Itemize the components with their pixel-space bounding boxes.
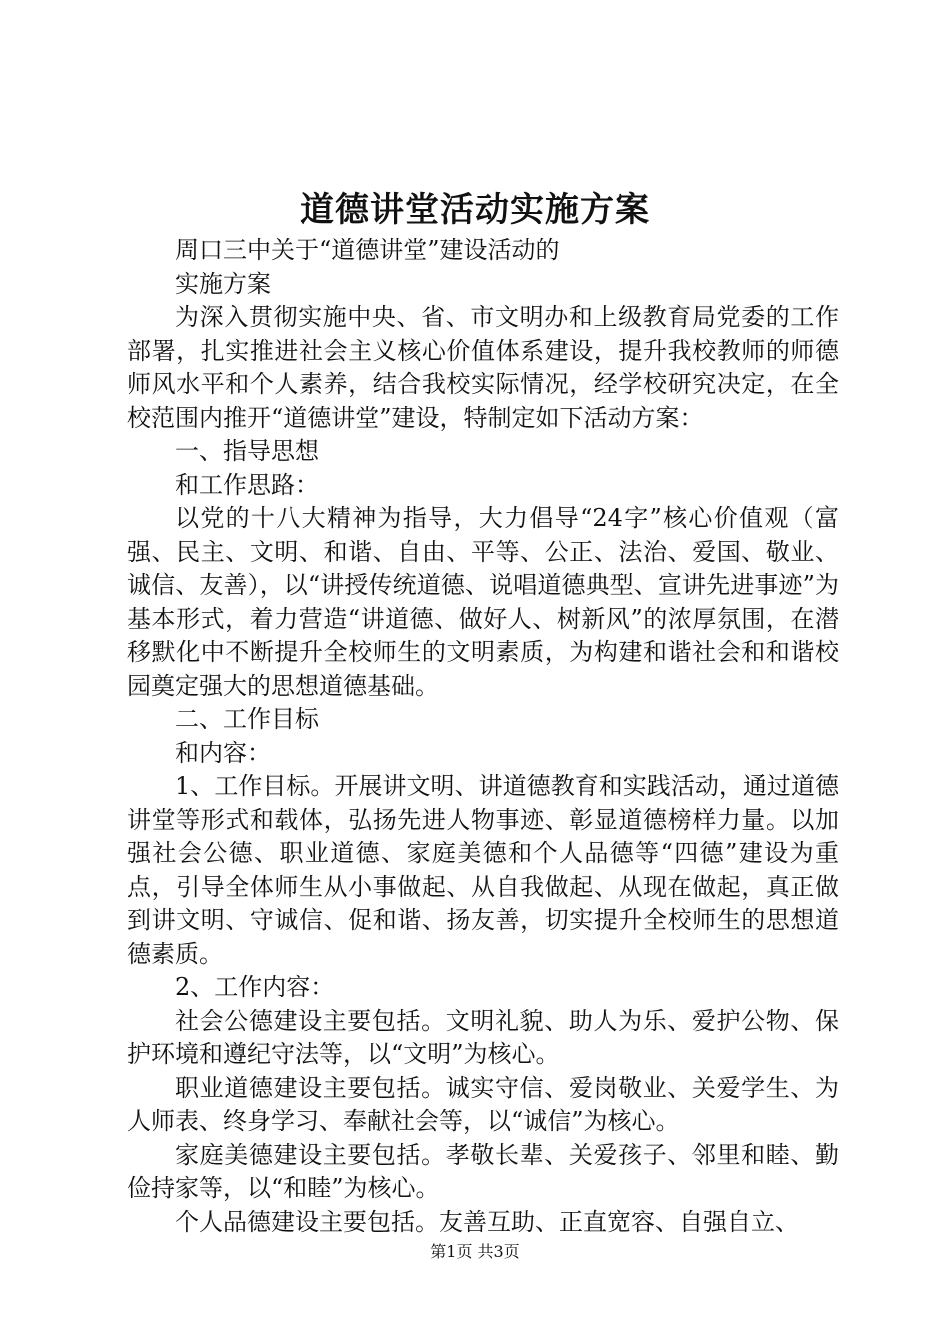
document-body [127,234,839,1239]
paragraph-personal-character: 个人品德建设主要包括。友善互助、正直宽容、自强自立、 [175,1207,799,1236]
paragraph-social-morality: 社会公德建设主要包括。文明礼貌、助人为乐、爱护公物、保护环境和遵纪守法等，以“文明”为核心。 [127,1006,839,1068]
page-footer: 第1页 共3页 [430,1242,520,1261]
heading-work-content: 2、工作内容： [175,973,335,1001]
paragraph-work-goals: 1、工作目标。开展讲文明、讲道德教育和实践活动，通过道德讲堂等形式和载体，弘扬先进人物事迹、彰显道德榜样力量。以加强社会公德、职业道德、家庭美德和个人品德等“四德”建设为重点，引导全体师生从小事做起、从自我做起、从现在做起，真正做到讲文明、守诚信、促和谐、扬友善，切实提升全校师生的思想道德素质。 [127,772,839,968]
heading-work-goals: 二、工作目标 [175,705,319,733]
document-title: 道德讲堂活动实施方案 [300,190,650,230]
paragraph-guiding-thought: 以党的十八大精神为指导，大力倡导“24字”核心价值观（富强、民主、文明、和谐、自由、平等、公正、法治、爱国、敬业、诚信、友善），以“讲授传统道德、说唱道德典型、宣讲先进事迹”为基本形式，着力营造“讲道德、做好人、树新风”的浓厚氛围，在潜移默化中不断提升全校师生的文明素质，为构建和谐社会和和谐校园奠定强大的思想道德基础。 [127,504,839,700]
paragraph-family-virtues: 家庭美德建设主要包括。孝敬长辈、关爱孩子、邻里和睦、勤俭持家等，以“和睦”为核心。 [127,1140,839,1202]
paragraph-preamble: 为深入贯彻实施中央、省、市文明办和上级教育局党委的工作部署，扎实推进社会主义核心价值体系建设，提升我校教师的师德师风水平和个人素养，结合我校实际情况，经学校研究决定，在全校范围内推开“道德讲堂”建设，特制定如下活动方案： [127,303,839,432]
heading-work-goals-cont: 和内容： [175,738,271,767]
paragraph-professional-ethics: 职业道德建设主要包括。诚实守信、爱岗敬业、关爱学生、为人师表、终身学习、奉献社会等，以“诚信”为核心。 [127,1073,839,1135]
heading-guiding-thought: 一、指导思想 [175,437,319,465]
paragraph-intro-line2: 实施方案 [175,269,271,298]
heading-guiding-thought-cont: 和工作思路： [175,470,319,499]
paragraph-intro-line1: 周口三中关于“道德讲堂”建设活动的 [175,236,560,264]
